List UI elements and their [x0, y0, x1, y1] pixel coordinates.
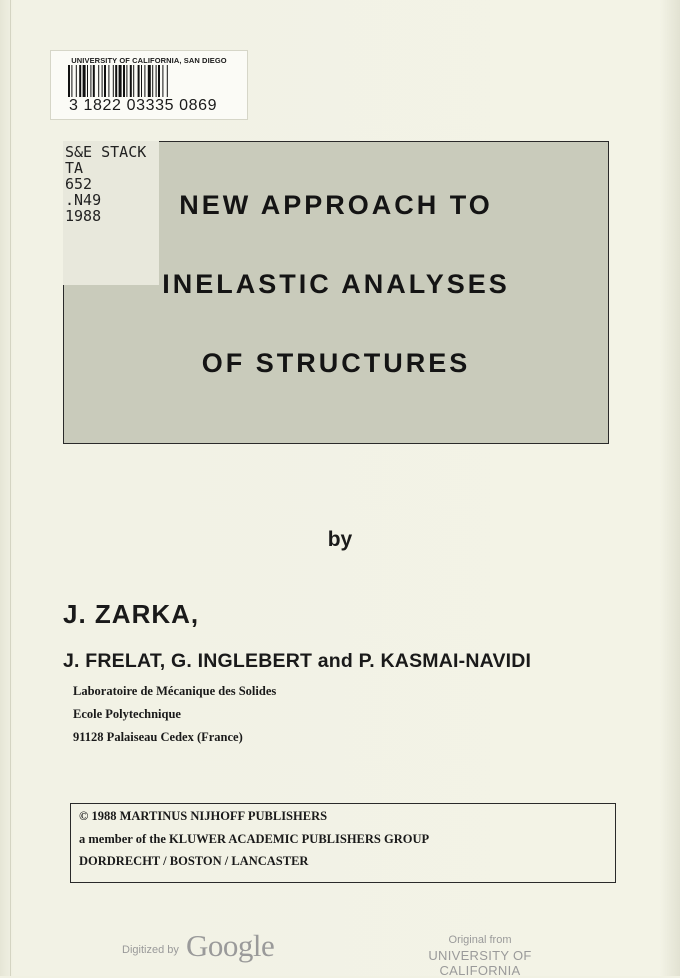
barcode-label	[50, 50, 248, 120]
publisher-line: a member of the KLUWER ACADEMIC PUBLISHERS GROUP	[79, 832, 430, 846]
original-from-text: Original from	[448, 934, 512, 946]
affiliation-line: 91128 Palaiseau Cedex (France)	[73, 730, 243, 744]
call-number-line: 1988	[65, 207, 102, 225]
publisher-line: DORDRECHT / BOSTON / LANCASTER	[79, 854, 309, 868]
primary-author: J. ZARKA,	[63, 599, 200, 629]
affiliation-line: Laboratoire de Mécanique des Solides	[73, 684, 277, 698]
call-number-line: .N49	[65, 191, 102, 209]
barcode-institution: UNIVERSITY OF CALIFORNIA, SAN DIEGO	[71, 56, 227, 65]
barcode-number: 3 1822 03335 0869	[69, 97, 218, 114]
book-title-line: INELASTIC ANALYSES	[162, 269, 510, 299]
book-title-line: OF STRUCTURES	[201, 348, 471, 378]
spine-edge	[10, 0, 11, 976]
barcode-icon	[67, 65, 231, 97]
publisher-line: © 1988 MARTINUS NIJHOFF PUBLISHERS	[79, 809, 328, 823]
book-title-line: NEW APPROACH TO	[179, 190, 493, 220]
original-institution: UNIVERSITY OF CALIFORNIA	[428, 948, 532, 978]
call-number-line: TA	[65, 159, 84, 177]
co-authors: J. FRELAT, G. INGLEBERT and P. KASMAI-NAVIDI	[63, 650, 532, 672]
call-number-line: S&E STACK	[65, 143, 147, 161]
google-logo: Google	[186, 928, 275, 963]
by-text: by	[327, 528, 353, 551]
affiliation-line: Ecole Polytechnique	[73, 707, 181, 721]
call-number-line: 652	[65, 175, 93, 193]
digitized-by-text: Digitized by	[122, 944, 179, 956]
